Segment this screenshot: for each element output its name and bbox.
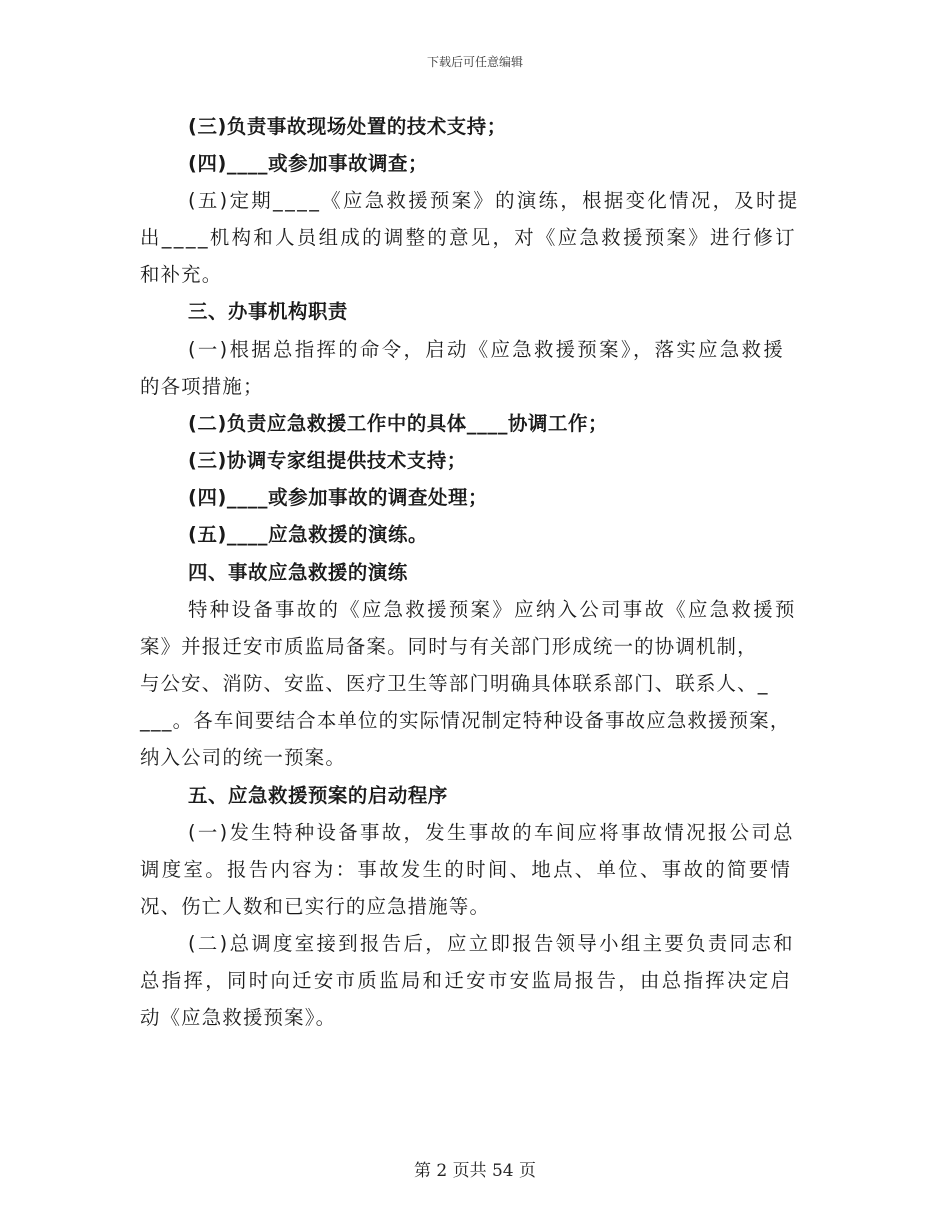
text-line: 的各项措施； xyxy=(140,375,264,398)
text-line: 案》并报迁安市质监局备案。同时与有关部门形成统一的协调机制， xyxy=(140,635,758,658)
text-line: ___。各车间要结合本单位的实际情况制定特种设备事故应急救援预案， xyxy=(140,709,791,732)
text-line: 总指挥，同时向迁安市质监局和迁安市安监局报告，由总指挥决定启 xyxy=(140,969,793,992)
text-line: (二)负责应急救援工作中的具体____协调工作； xyxy=(188,412,608,435)
section-heading: 四、事故应急救援的演练 xyxy=(188,561,408,584)
text-line: 与公安、消防、安监、医疗卫生等部门明确具体联系部门、联系人、_ xyxy=(140,672,769,695)
page-header: 下载后可任意编辑 xyxy=(426,55,523,69)
text-line: 特种设备事故的《应急救援预案》应纳入公司事故《应急救援预 xyxy=(188,598,797,621)
text-line: (五)定期____《应急救援预案》的演练，根据变化情况，及时提 xyxy=(188,189,800,212)
text-line: 和补充。 xyxy=(140,263,223,286)
text-line: (二)总调度室接到报告后，应立即报告领导小组主要负责同志和 xyxy=(188,932,795,955)
text-line: (四)____或参加事故调查； xyxy=(188,152,429,175)
text-line: 况、伤亡人数和已实行的应急措施等。 xyxy=(140,895,491,918)
text-line: (一)根据总指挥的命令，启动《应急救援预案》，落实应急救援 xyxy=(188,338,786,361)
text-line: (三)协调专家组提供技术支持； xyxy=(188,449,467,472)
text-line: 出____机构和人员组成的调整的意见，对《应急救援预案》进行修订 xyxy=(140,226,797,249)
text-line: (三)负责事故现场处置的技术支持； xyxy=(188,115,507,138)
text-line: 动《应急救援预案》。 xyxy=(140,1006,337,1029)
text-line: 调度室。报告内容为：事故发生的时间、地点、单位、事故的简要情 xyxy=(140,858,793,881)
section-heading: 三、办事机构职责 xyxy=(188,300,348,323)
text-line: 纳入公司的统一预案。 xyxy=(140,746,346,769)
page-footer: 第 2 页共 54 页 xyxy=(413,1161,537,1181)
text-line: (四)____或参加事故的调查处理； xyxy=(188,486,488,509)
text-line: (一)发生特种设备事故，发生事故的车间应将事故情况报公司总 xyxy=(188,821,795,844)
text-line: (五)____应急救援的演练。 xyxy=(188,523,429,546)
section-heading: 五、应急救援预案的启动程序 xyxy=(188,784,448,807)
